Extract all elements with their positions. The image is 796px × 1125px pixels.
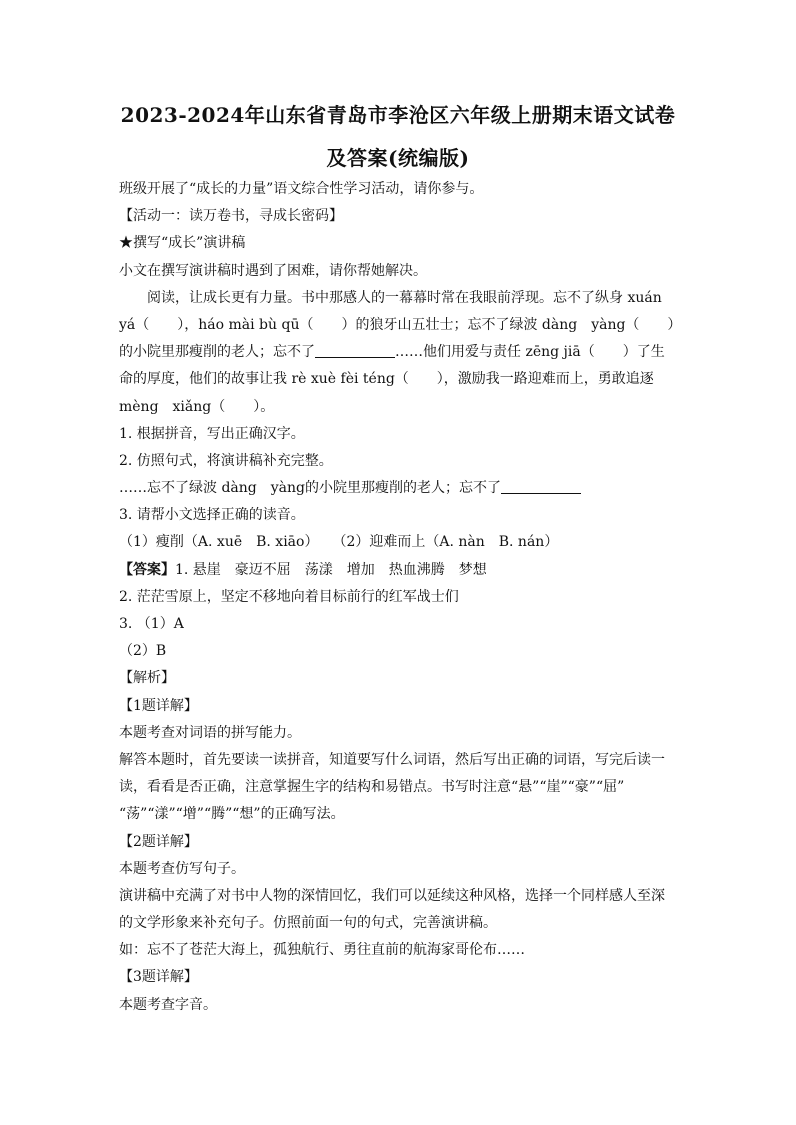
passage-line-3 [119, 339, 689, 366]
answer-3a: 3. （1）A [119, 616, 184, 632]
question-3: 3. 请帮小文选择正确的读音。 [119, 507, 305, 524]
detail-2-line-2: 演讲稿中充满了对书中人物的深情回忆，我们可以延续这种风格，选择一个同样感人至深 [119, 887, 665, 904]
passage-line-3-b: ……他们用爱与责任 zēng jiā（ ）了生 [395, 344, 665, 361]
detail-2-line-1: 本题考查仿写句子。 [119, 860, 245, 877]
answer-line-1 [119, 557, 689, 584]
detail-1-line-3: 读，看看是否正确，注意掌握生字的结构和易错点。书写时注意“悬”“崖”“豪”“屈” [119, 779, 625, 796]
document-title-line-1: 2023-2024年山东省青岛市李沧区六年级上册期末语文试卷 [120, 103, 676, 127]
activity-heading: 【活动一：读万卷书，寻成长密码】 [119, 208, 343, 225]
fill-blank[interactable] [501, 479, 581, 494]
detail-1-line-2: 解答本题时，首先要读一读拼音，知道要写什么词语，然后写出正确的词语，写完后读一 [119, 751, 665, 768]
document-body [119, 176, 689, 1019]
document-title-line-2: 及答案(统编版) [326, 146, 470, 170]
passage-line-4: 命的厚度，他们的故事让我 rè xuè fèi téng（ ），激励我一路迎难而上，勇敢追逐 [119, 371, 654, 388]
question-3-options: （1）瘦削（A. xuē B. xiāo） （2）迎难而上（A. nàn B. nán） [119, 534, 559, 551]
answer-1: 1. 悬崖 豪迈不屈 荡漾 增加 热血沸腾 梦想 [175, 561, 487, 578]
answer-label: 【答案】 [119, 561, 175, 578]
passage-line-1: 阅读，让成长更有力量。书中那感人的一幕幕时常在我眼前浮现。忘不了纵身 xuán [147, 289, 662, 306]
question-2: 2. 仿照句式，将演讲稿补充完整。 [119, 452, 333, 469]
detail-1-line-4: “荡”“漾”“增”“腾”“想”的正确写法。 [119, 806, 345, 823]
detail-3-heading: 【3题详解】 [119, 969, 198, 986]
task-heading: ★撰写“成长”演讲稿 [119, 235, 246, 252]
answer-2: 2. 茫茫雪原上，坚定不移地向着目标前行的红军战士们 [119, 588, 459, 605]
passage-line-5: mèng xiǎng（ ）。 [119, 398, 275, 415]
detail-2-line-4: 如：忘不了苍茫大海上，孤独航行、勇往直前的航海家哥伦布…… [119, 942, 525, 959]
context-text: 小文在撰写演讲稿时遇到了困难，请你帮她解决。 [119, 262, 427, 279]
passage-line-3-a: 的小院里那瘦削的老人；忘不了 [119, 344, 315, 361]
passage-line-2: yá（ ），háo mài bù qū（ ）的狼牙山五壮士；忘不了绿波 dàng yàng（ ） [119, 316, 682, 333]
detail-2-line-3: 的文学形象来补充句子。仿照前面一句的句式，完善演讲稿。 [119, 915, 497, 932]
detail-2-heading: 【2题详解】 [119, 833, 198, 850]
answer-3b: （2）B [119, 643, 167, 660]
question-2-line [119, 475, 689, 502]
detail-1-heading: 【1题详解】 [119, 697, 198, 714]
detail-3-line-1: 本题考查字音。 [119, 996, 217, 1013]
intro-text: 班级开展了“成长的力量”语文综合性学习活动，请你参与。 [119, 181, 484, 197]
detail-1-line-1: 本题考查对词语的拼写能力。 [119, 724, 301, 741]
question-1: 1. 根据拼音，写出正确汉字。 [119, 425, 305, 442]
question-2-prompt: ……忘不了绿波 dàng yàng的小院里那瘦削的老人；忘不了 [119, 480, 501, 497]
analysis-heading: 【解析】 [119, 670, 175, 687]
fill-blank[interactable] [315, 343, 395, 358]
